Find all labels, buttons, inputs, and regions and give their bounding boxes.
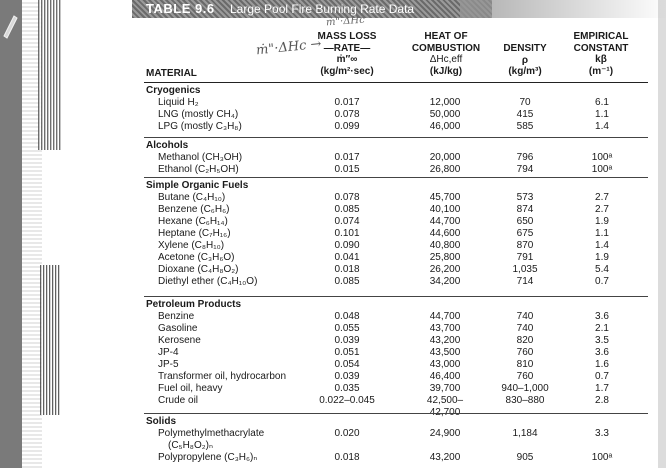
table-row (0, 109, 666, 121)
cell-heat-of-combustion: 50,000 (429, 109, 461, 120)
cell-mass-loss-rate: 0.085 (334, 276, 360, 287)
cell-empirical-constant: 2.7 (595, 192, 609, 203)
cell-material: Heptane (C₇H₁₆) (158, 228, 231, 239)
cell-material: Benzine (158, 311, 195, 322)
cell-empirical-constant: 100ᵃ (591, 452, 613, 463)
cell-material: Benzene (C₆H₆) (158, 204, 230, 215)
cell-heat-of-combustion: 12,000 (429, 97, 461, 108)
cell-material: Kerosene (158, 335, 201, 346)
cell-heat-of-combustion: 44,600 (429, 228, 461, 239)
table-row (0, 383, 666, 395)
cell-material: Butane (C₄H₁₀) (158, 192, 226, 203)
group-label: Cryogenics (146, 85, 201, 96)
cell-mass-loss-rate: 0.039 (334, 335, 360, 346)
header-heat-line2: COMBUSTION (411, 42, 481, 54)
cell-material: Polypropylene (C₃H₆)ₙ (158, 452, 258, 463)
cell-empirical-constant: 3.6 (595, 347, 609, 358)
cell-density: 650 (516, 216, 534, 227)
header-const-symbol: kβ (595, 54, 607, 65)
cell-mass-loss-rate: 0.078 (334, 109, 360, 120)
cell-heat-of-combustion: 39,700 (429, 383, 461, 394)
cell-heat-of-combustion: 40,100 (429, 204, 461, 215)
cell-empirical-constant: 1.7 (595, 383, 609, 394)
table-row (0, 164, 666, 176)
header-rate-line2: —RATE— (323, 42, 371, 54)
table-title: Large Pool Fire Burning Rate Data (230, 2, 415, 16)
header-const-line2: CONSTANT (573, 42, 629, 54)
cell-density: 791 (516, 252, 534, 263)
table-label: TABLE 9.6 (146, 1, 215, 16)
handwritten-arrow-note: ṁ"·ΔHc → (255, 36, 323, 59)
table-row (0, 240, 666, 252)
cell-heat-of-combustion: 26,800 (429, 164, 461, 175)
cell-density: 740 (516, 323, 534, 334)
cell-mass-loss-rate: 0.090 (334, 240, 360, 251)
group-label: Alcohols (146, 140, 189, 151)
table-row (0, 371, 666, 383)
table-row (0, 323, 666, 335)
cell-empirical-constant: 5.4 (595, 264, 609, 275)
cell-heat-of-combustion: 46,400 (429, 371, 461, 382)
cell-material: LPG (mostly C₃H₈) (158, 121, 242, 132)
table-row-continuation (0, 440, 666, 452)
table-row (0, 347, 666, 359)
table-row (0, 228, 666, 240)
table-row (0, 335, 666, 347)
cell-density: 940–1,000 (501, 383, 549, 394)
cell-density: 796 (516, 152, 534, 163)
cell-density: 874 (516, 204, 534, 215)
header-heat-unit: (kJ/kg) (429, 65, 463, 77)
cell-mass-loss-rate: 0.035 (334, 383, 360, 394)
cell-empirical-constant: 3.3 (595, 428, 609, 439)
cell-density: 1,035 (512, 264, 538, 275)
group-separator (144, 177, 648, 178)
cell-heat-of-combustion: 43,700 (429, 323, 461, 334)
cell-mass-loss-rate: 0.055 (334, 323, 360, 334)
cell-mass-loss-rate: 0.017 (334, 97, 360, 108)
cell-material: Xylene (C₈H₁₀) (158, 240, 225, 251)
cell-material: Dioxane (C₄H₈O₂) (158, 264, 239, 275)
cell-empirical-constant: 2.7 (595, 204, 609, 215)
cell-material: Hexane (C₆H₁₄) (158, 216, 228, 227)
handwritten-note-top: ṁ"·ΔHc (325, 14, 366, 29)
header-heat-line1: HEAT OF (424, 31, 468, 42)
cell-mass-loss-rate: 0.074 (334, 216, 360, 227)
title-banner-fade (460, 0, 666, 18)
cell-heat-of-combustion: 24,900 (429, 428, 461, 439)
cell-empirical-constant: 1.6 (595, 359, 609, 370)
cell-heat-of-combustion: 44,700 (429, 311, 461, 322)
header-const-line1: EMPIRICAL (573, 31, 629, 42)
table-row (0, 192, 666, 204)
header-const-unit: (m⁻¹) (588, 65, 614, 77)
cell-mass-loss-rate: 0.078 (334, 192, 360, 203)
cell-density: 870 (516, 240, 534, 251)
cell-density: 714 (516, 276, 534, 287)
header-density-symbol: ρ (521, 54, 529, 66)
header-density (490, 43, 560, 78)
cell-heat-of-combustion: 45,700 (429, 192, 461, 203)
table-row (0, 264, 666, 276)
cell-empirical-constant: 0.7 (595, 276, 609, 287)
cell-empirical-constant: 1.4 (595, 121, 609, 132)
cell-material: Methanol (CH₃OH) (158, 152, 243, 163)
header-rate-symbol: ṁ″∞ (336, 54, 358, 65)
header-density-line1: DENSITY (503, 43, 547, 54)
cell-empirical-constant: 100ᵃ (591, 164, 613, 175)
cell-material: JP-5 (158, 359, 179, 370)
cell-density: 810 (516, 359, 534, 370)
cell-density: 573 (516, 192, 534, 203)
cell-empirical-constant: 1.4 (595, 240, 609, 251)
cell-density: 740 (516, 311, 534, 322)
cell-heat-of-combustion: 25,800 (429, 252, 461, 263)
cell-heat-of-combustion: 26,200 (429, 264, 461, 275)
cell-density: 794 (516, 164, 534, 175)
cell-material: Fuel oil, heavy (158, 383, 223, 394)
cell-mass-loss-rate: 0.018 (334, 452, 360, 463)
cell-empirical-constant: 3.6 (595, 311, 609, 322)
cell-heat-of-combustion: 43,200 (429, 452, 461, 463)
cell-mass-loss-rate: 0.022–0.045 (319, 395, 375, 406)
group-label: Petroleum Products (146, 299, 242, 310)
cell-mass-loss-rate: 0.051 (334, 347, 360, 358)
cell-density: 905 (516, 452, 534, 463)
cell-heat-of-combustion: 43,500 (429, 347, 461, 358)
table-row (0, 204, 666, 216)
cell-heat-of-combustion: 20,000 (429, 152, 461, 163)
table-row (0, 276, 666, 288)
cell-heat-of-combustion: 44,700 (429, 216, 461, 227)
cell-mass-loss-rate: 0.099 (334, 121, 360, 132)
cell-empirical-constant: 1.1 (595, 228, 609, 239)
cell-material: Acetone (C₃H₆O) (158, 252, 235, 263)
header-density-unit: (kg/m³) (508, 66, 542, 77)
cell-mass-loss-rate: 0.018 (334, 264, 360, 275)
group-separator (144, 413, 648, 414)
cell-mass-loss-rate: 0.101 (334, 228, 360, 239)
cell-mass-loss-rate: 0.041 (334, 252, 360, 263)
cell-empirical-constant: 0.7 (595, 371, 609, 382)
cell-density: 760 (516, 347, 534, 358)
header-mass-loss-rate (305, 31, 389, 77)
cell-density: 675 (516, 228, 534, 239)
cell-material: Polymethylmethacrylate (158, 428, 265, 439)
cell-density: 415 (516, 109, 534, 120)
table-row (0, 311, 666, 323)
header-empirical-constant (560, 31, 642, 77)
cell-empirical-constant: 6.1 (595, 97, 609, 108)
cell-empirical-constant: 1.9 (595, 216, 609, 227)
pen-icon (0, 10, 20, 40)
table-row (0, 121, 666, 133)
cell-heat-of-combustion: 46,000 (429, 121, 461, 132)
cell-density: 1,184 (512, 428, 538, 439)
header-rate-unit: (kg/m²·sec) (320, 65, 374, 77)
header-rate-line1: MASS LOSS (317, 31, 377, 42)
header-heat-of-combustion (400, 31, 492, 77)
cell-heat-of-combustion: 34,200 (429, 276, 461, 287)
cell-empirical-constant: 2.8 (595, 395, 609, 406)
cell-density: 760 (516, 371, 534, 382)
cell-material-line2: (C₅H₈O₂)ₙ (168, 440, 213, 451)
cell-mass-loss-rate: 0.039 (334, 371, 360, 382)
cell-heat-of-combustion: 43,200 (429, 335, 461, 346)
cell-mass-loss-rate: 0.048 (334, 311, 360, 322)
group-separator (144, 137, 648, 138)
cell-mass-loss-rate: 0.017 (334, 152, 360, 163)
group-label: Solids (146, 416, 177, 427)
table-row (0, 395, 666, 407)
cell-density: 70 (519, 97, 531, 108)
cell-material: Transformer oil, hydrocarbon (158, 371, 287, 382)
cell-density: 830–880 (505, 395, 545, 406)
cell-empirical-constant: 100ᵃ (591, 152, 613, 163)
table-row (0, 97, 666, 109)
cell-mass-loss-rate: 0.085 (334, 204, 360, 215)
cell-density: 820 (516, 335, 534, 346)
cell-heat-of-combustion: 43,000 (429, 359, 461, 370)
cell-mass-loss-rate: 0.020 (334, 428, 360, 439)
header-heat-symbol: ΔHc,eff (429, 54, 463, 65)
table-row (0, 216, 666, 228)
table-row (0, 359, 666, 371)
cell-heat-of-combustion: 42,500– (426, 395, 464, 406)
cell-empirical-constant: 3.5 (595, 335, 609, 346)
table-row (0, 252, 666, 264)
cell-density: 585 (516, 121, 534, 132)
group-separator (144, 296, 648, 297)
header-rule (144, 82, 648, 83)
cell-material: Gasoline (158, 323, 198, 334)
header-material: MATERIAL (146, 68, 197, 79)
cell-material: Ethanol (C₂H₅OH) (158, 164, 239, 175)
table-row (0, 152, 666, 164)
table-row (0, 452, 666, 464)
cell-heat-of-combustion: 40,800 (429, 240, 461, 251)
cell-mass-loss-rate: 0.015 (334, 164, 360, 175)
cell-material: JP-4 (158, 347, 179, 358)
cell-mass-loss-rate: 0.054 (334, 359, 360, 370)
group-label: Simple Organic Fuels (146, 180, 249, 191)
cell-empirical-constant: 1.9 (595, 252, 609, 263)
table-row (0, 428, 666, 440)
cell-material: Diethyl ether (C₄H₁₀O) (158, 276, 258, 287)
cell-material: LNG (mostly CH₄) (158, 109, 239, 120)
cell-material: Crude oil (158, 395, 199, 406)
cell-empirical-constant: 1.1 (595, 109, 609, 120)
cell-material: Liquid H₂ (158, 97, 199, 108)
cell-empirical-constant: 2.1 (595, 323, 609, 334)
